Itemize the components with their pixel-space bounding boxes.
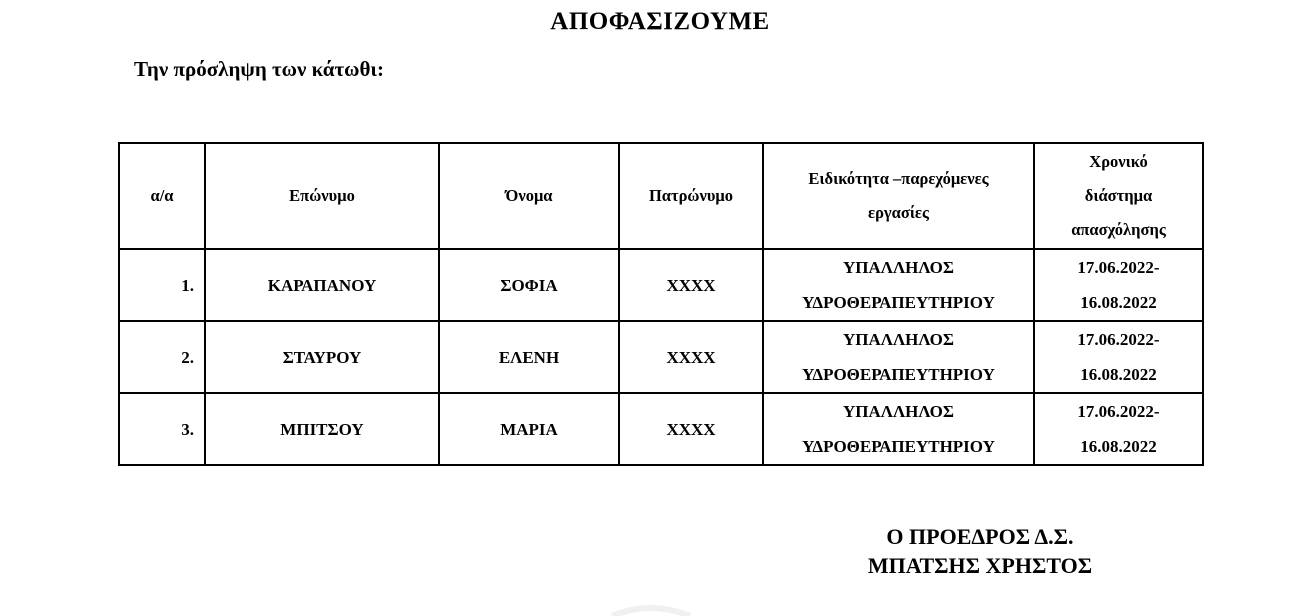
header-specialty-line: εργασίες xyxy=(868,203,929,222)
row-period xyxy=(1034,393,1203,465)
document-heading: ΑΠΟΦΑΣΙΖΟΥΜΕ xyxy=(550,8,770,35)
row-specialty-line: ΥΠΑΛΛΗΛΟΣ xyxy=(843,258,954,277)
table-row xyxy=(119,321,1203,393)
table-row xyxy=(119,249,1203,321)
header-aa: α/α xyxy=(119,143,205,249)
row-name: ΕΛΕΝΗ xyxy=(439,321,619,393)
row-index: 3. xyxy=(119,393,205,465)
header-specialty-line: Ειδικότητα –παρεχόμενες xyxy=(808,169,989,188)
row-patronymic: ΧΧΧΧ xyxy=(619,249,763,321)
intro-text: Την πρόσληψη των κάτωθι: xyxy=(134,57,384,81)
header-period-line: διάστημα xyxy=(1084,186,1153,205)
header-specialty xyxy=(763,143,1034,249)
header-name: Όνομα xyxy=(439,143,619,249)
row-period-end: 16.08.2022 xyxy=(1080,365,1157,384)
header-period-line: απασχόλησης xyxy=(1071,220,1166,239)
row-specialty xyxy=(763,321,1034,393)
row-specialty-line: ΥΔΡΟΘΕΡΑΠΕΥΤΗΡΙΟΥ xyxy=(802,293,995,312)
row-period-start: 17.06.2022- xyxy=(1077,258,1160,277)
signature-title: Ο ΠΡΟΕΔΡΟΣ Δ.Σ. xyxy=(886,524,1074,549)
row-patronymic: ΧΧΧΧ xyxy=(619,393,763,465)
row-specialty-line: ΥΠΑΛΛΗΛΟΣ xyxy=(843,402,954,421)
header-period xyxy=(1034,143,1203,249)
row-period-start: 17.06.2022- xyxy=(1077,402,1160,421)
row-specialty xyxy=(763,249,1034,321)
row-period xyxy=(1034,321,1203,393)
row-index: 1. xyxy=(119,249,205,321)
table-row xyxy=(119,393,1203,465)
row-period-end: 16.08.2022 xyxy=(1080,293,1157,312)
row-specialty-line: ΥΔΡΟΘΕΡΑΠΕΥΤΗΡΙΟΥ xyxy=(802,365,995,384)
signature-block xyxy=(820,522,1140,580)
header-period-line: Χρονικό xyxy=(1089,152,1148,171)
row-period xyxy=(1034,249,1203,321)
row-surname: ΣΤΑΥΡΟΥ xyxy=(205,321,439,393)
row-specialty-line: ΥΠΑΛΛΗΛΟΣ xyxy=(843,330,954,349)
header-surname: Επώνυμο xyxy=(205,143,439,249)
row-specialty-line: ΥΔΡΟΘΕΡΑΠΕΥΤΗΡΙΟΥ xyxy=(802,437,995,456)
row-surname: ΜΠΙΤΣΟΥ xyxy=(205,393,439,465)
hiring-table xyxy=(118,142,1204,466)
signature-name: ΜΠΑΤΣΗΣ ΧΡΗΣΤΟΣ xyxy=(867,553,1093,578)
table-header-row xyxy=(119,143,1203,249)
row-index: 2. xyxy=(119,321,205,393)
row-surname: ΚΑΡΑΠΑΝΟΥ xyxy=(205,249,439,321)
row-name: ΜΑΡΙΑ xyxy=(439,393,619,465)
row-period-start: 17.06.2022- xyxy=(1077,330,1160,349)
row-patronymic: ΧΧΧΧ xyxy=(619,321,763,393)
row-name: ΣΟΦΙΑ xyxy=(439,249,619,321)
row-period-end: 16.08.2022 xyxy=(1080,437,1157,456)
row-specialty xyxy=(763,393,1034,465)
header-patronymic: Πατρώνυμο xyxy=(619,143,763,249)
